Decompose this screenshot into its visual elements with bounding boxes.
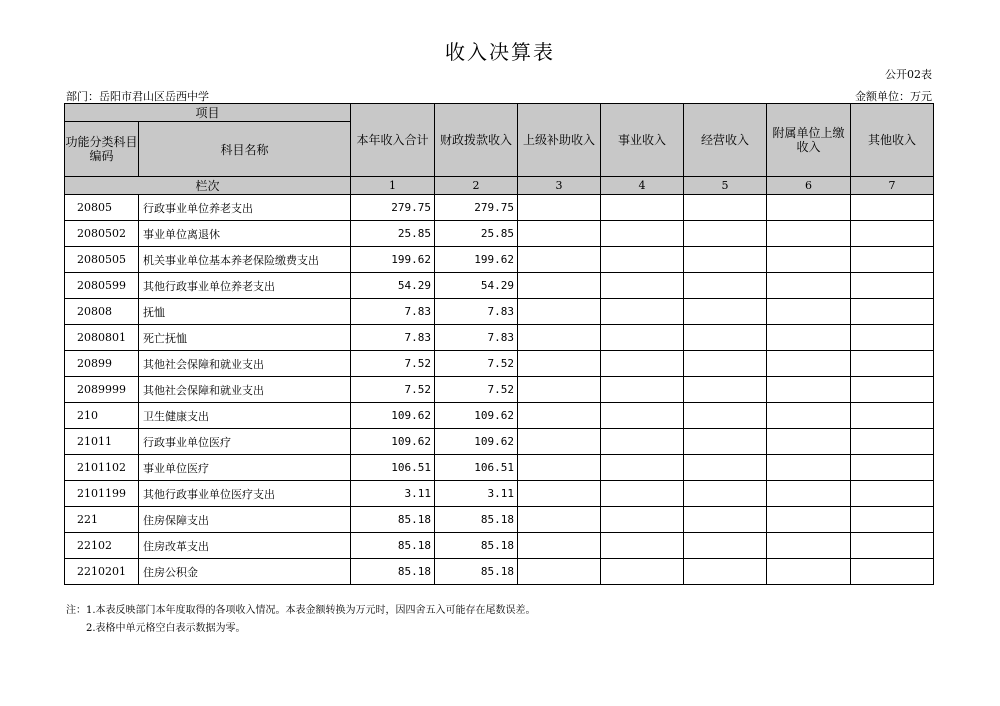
empty-cell	[518, 507, 601, 533]
empty-cell	[601, 273, 684, 299]
form-code: 公开02表	[885, 68, 932, 81]
empty-cell	[601, 351, 684, 377]
row-name: 机关事业单位基本养老保险缴费支出	[139, 247, 351, 273]
empty-cell	[601, 403, 684, 429]
table-row	[65, 507, 934, 533]
empty-cell	[851, 299, 934, 325]
row-total: 7.52	[351, 351, 435, 377]
row-fiscal: 199.62	[435, 247, 518, 273]
empty-cell	[684, 299, 767, 325]
table-row	[65, 273, 934, 299]
empty-cell	[851, 377, 934, 403]
header-item: 项目	[65, 104, 351, 122]
empty-cell	[684, 559, 767, 585]
table-row	[65, 247, 934, 273]
empty-cell	[767, 481, 851, 507]
row-total: 7.52	[351, 377, 435, 403]
row-total: 85.18	[351, 533, 435, 559]
empty-cell	[684, 351, 767, 377]
row-name: 其他行政事业单位养老支出	[139, 273, 351, 299]
index-cell: 3	[518, 177, 601, 195]
department-label: 部门：岳阳市君山区岳西中学	[66, 90, 209, 103]
row-total: 106.51	[351, 455, 435, 481]
empty-cell	[518, 429, 601, 455]
empty-cell	[767, 247, 851, 273]
table-row	[65, 221, 934, 247]
header-col-business: 事业收入	[601, 104, 684, 177]
row-code: 2210201	[65, 559, 139, 585]
empty-cell	[684, 273, 767, 299]
table-row	[65, 455, 934, 481]
empty-cell	[767, 325, 851, 351]
row-code: 221	[65, 507, 139, 533]
row-name: 死亡抚恤	[139, 325, 351, 351]
empty-cell	[518, 481, 601, 507]
header-col-fiscal: 财政拨款收入	[435, 104, 518, 177]
header-col-operating: 经营收入	[684, 104, 767, 177]
row-fiscal: 85.18	[435, 507, 518, 533]
row-total: 109.62	[351, 429, 435, 455]
empty-cell	[851, 429, 934, 455]
row-code: 20808	[65, 299, 139, 325]
index-cell: 2	[435, 177, 518, 195]
footnote-2: 2.表格中单元格空白表示数据为零。	[86, 623, 246, 634]
income-table	[64, 103, 934, 585]
row-name: 住房改革支出	[139, 533, 351, 559]
table-row	[65, 325, 934, 351]
table-row	[65, 533, 934, 559]
empty-cell	[767, 455, 851, 481]
empty-cell	[518, 377, 601, 403]
row-code: 2089999	[65, 377, 139, 403]
empty-cell	[518, 403, 601, 429]
empty-cell	[767, 195, 851, 221]
row-code: 2080505	[65, 247, 139, 273]
empty-cell	[601, 221, 684, 247]
row-fiscal: 7.52	[435, 377, 518, 403]
empty-cell	[601, 481, 684, 507]
empty-cell	[601, 559, 684, 585]
row-fiscal: 106.51	[435, 455, 518, 481]
row-code: 2101199	[65, 481, 139, 507]
row-name: 住房公积金	[139, 559, 351, 585]
empty-cell	[518, 247, 601, 273]
empty-cell	[518, 351, 601, 377]
footnotes	[66, 602, 536, 638]
empty-cell	[851, 351, 934, 377]
row-total: 54.29	[351, 273, 435, 299]
empty-cell	[684, 455, 767, 481]
row-code: 20805	[65, 195, 139, 221]
table-row	[65, 481, 934, 507]
index-cell: 5	[684, 177, 767, 195]
header-col-affiliated: 附属单位上缴收入	[767, 104, 851, 177]
row-total: 25.85	[351, 221, 435, 247]
row-code: 20899	[65, 351, 139, 377]
empty-cell	[684, 377, 767, 403]
empty-cell	[767, 533, 851, 559]
table-row	[65, 403, 934, 429]
empty-cell	[851, 455, 934, 481]
row-total: 279.75	[351, 195, 435, 221]
footnote-1: 注：1.本表反映部门本年度取得的各项收入情况。本表金额转换为万元时，因四舍五入可能存在尾数误差。	[66, 605, 536, 616]
empty-cell	[851, 273, 934, 299]
empty-cell	[851, 533, 934, 559]
empty-cell	[851, 559, 934, 585]
table-row	[65, 377, 934, 403]
row-code: 21011	[65, 429, 139, 455]
empty-cell	[851, 507, 934, 533]
row-name: 行政事业单位养老支出	[139, 195, 351, 221]
header-code: 功能分类科目编码	[65, 122, 139, 177]
row-total: 109.62	[351, 403, 435, 429]
row-fiscal: 85.18	[435, 533, 518, 559]
row-name: 其他社会保障和就业支出	[139, 377, 351, 403]
row-name: 卫生健康支出	[139, 403, 351, 429]
header-col-superior-subsidy: 上级补助收入	[518, 104, 601, 177]
row-fiscal: 7.83	[435, 299, 518, 325]
table-row	[65, 351, 934, 377]
empty-cell	[767, 273, 851, 299]
empty-cell	[684, 481, 767, 507]
empty-cell	[851, 195, 934, 221]
row-name: 其他社会保障和就业支出	[139, 351, 351, 377]
row-code: 2080502	[65, 221, 139, 247]
empty-cell	[767, 351, 851, 377]
empty-cell	[518, 299, 601, 325]
report-title: 收入决算表	[445, 40, 555, 64]
empty-cell	[601, 429, 684, 455]
empty-cell	[767, 299, 851, 325]
row-total: 7.83	[351, 299, 435, 325]
empty-cell	[767, 507, 851, 533]
empty-cell	[851, 403, 934, 429]
header-name: 科目名称	[139, 122, 351, 177]
empty-cell	[767, 403, 851, 429]
row-fiscal: 7.83	[435, 325, 518, 351]
empty-cell	[851, 325, 934, 351]
empty-cell	[684, 533, 767, 559]
empty-cell	[601, 455, 684, 481]
empty-cell	[518, 195, 601, 221]
row-code: 210	[65, 403, 139, 429]
row-fiscal: 25.85	[435, 221, 518, 247]
row-code: 2080801	[65, 325, 139, 351]
row-total: 85.18	[351, 559, 435, 585]
empty-cell	[518, 559, 601, 585]
empty-cell	[601, 533, 684, 559]
empty-cell	[518, 455, 601, 481]
header-index-label: 栏次	[65, 177, 351, 195]
empty-cell	[684, 507, 767, 533]
empty-cell	[601, 299, 684, 325]
empty-cell	[601, 377, 684, 403]
table-row	[65, 195, 934, 221]
row-name: 事业单位医疗	[139, 455, 351, 481]
row-code: 22102	[65, 533, 139, 559]
row-fiscal: 7.52	[435, 351, 518, 377]
row-fiscal: 109.62	[435, 403, 518, 429]
empty-cell	[518, 533, 601, 559]
empty-cell	[518, 273, 601, 299]
empty-cell	[767, 559, 851, 585]
empty-cell	[684, 195, 767, 221]
index-cell: 6	[767, 177, 851, 195]
empty-cell	[684, 325, 767, 351]
row-name: 住房保障支出	[139, 507, 351, 533]
empty-cell	[851, 481, 934, 507]
empty-cell	[601, 195, 684, 221]
amount-unit-label: 金额单位：万元	[855, 90, 932, 103]
row-total: 7.83	[351, 325, 435, 351]
row-code: 2101102	[65, 455, 139, 481]
header-col-total: 本年收入合计	[351, 104, 435, 177]
table-row	[65, 429, 934, 455]
empty-cell	[518, 325, 601, 351]
index-cell: 1	[351, 177, 435, 195]
row-fiscal: 279.75	[435, 195, 518, 221]
row-fiscal: 3.11	[435, 481, 518, 507]
empty-cell	[767, 221, 851, 247]
row-name: 抚恤	[139, 299, 351, 325]
row-total: 85.18	[351, 507, 435, 533]
empty-cell	[684, 403, 767, 429]
row-total: 199.62	[351, 247, 435, 273]
empty-cell	[601, 507, 684, 533]
empty-cell	[767, 377, 851, 403]
table-row	[65, 559, 934, 585]
index-cell: 4	[601, 177, 684, 195]
empty-cell	[684, 429, 767, 455]
empty-cell	[767, 429, 851, 455]
empty-cell	[684, 247, 767, 273]
empty-cell	[518, 221, 601, 247]
row-name: 行政事业单位医疗	[139, 429, 351, 455]
row-name: 其他行政事业单位医疗支出	[139, 481, 351, 507]
row-fiscal: 85.18	[435, 559, 518, 585]
row-fiscal: 54.29	[435, 273, 518, 299]
row-total: 3.11	[351, 481, 435, 507]
row-fiscal: 109.62	[435, 429, 518, 455]
empty-cell	[684, 221, 767, 247]
empty-cell	[851, 247, 934, 273]
index-cell: 7	[851, 177, 934, 195]
header-col-other: 其他收入	[851, 104, 934, 177]
empty-cell	[601, 325, 684, 351]
table-row	[65, 299, 934, 325]
row-code: 2080599	[65, 273, 139, 299]
row-name: 事业单位离退休	[139, 221, 351, 247]
empty-cell	[851, 221, 934, 247]
empty-cell	[601, 247, 684, 273]
